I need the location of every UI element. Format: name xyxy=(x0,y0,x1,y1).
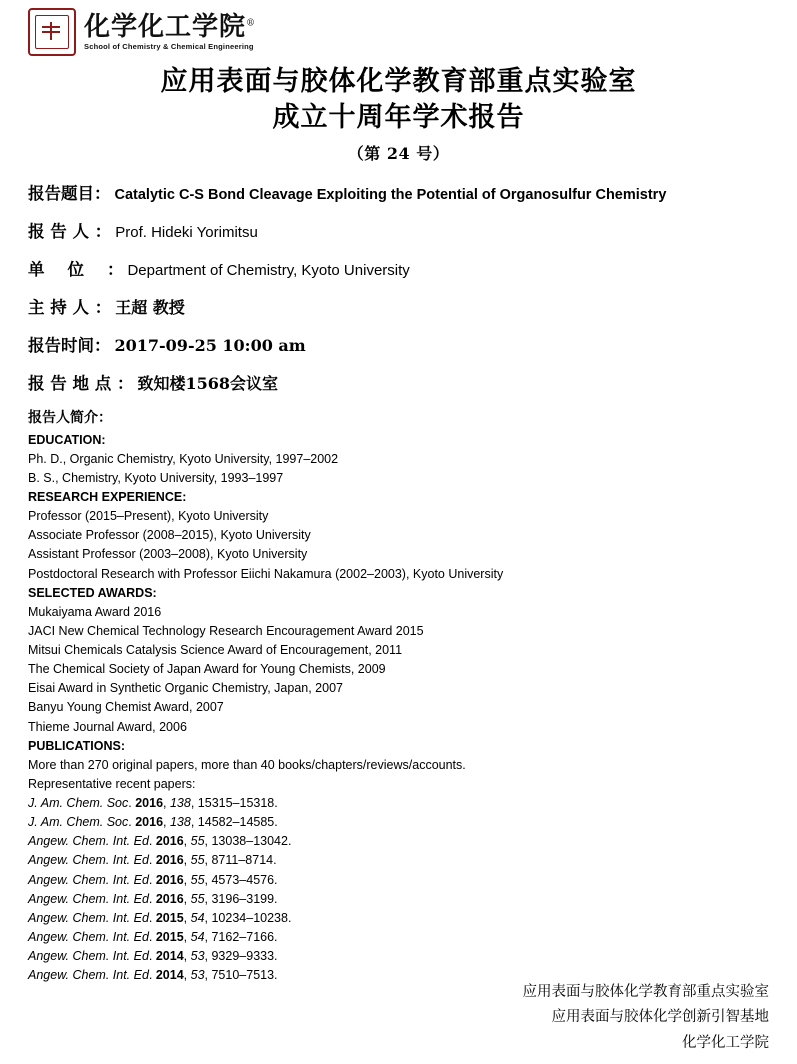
field-label-speaker: 报 告 人 ： xyxy=(28,222,112,242)
bio-section-line: Eisai Award in Synthetic Organic Chemistry, Japan, 2007 xyxy=(28,681,343,696)
field-label-venue: 报 告 地 点 ： xyxy=(28,374,134,394)
bio-section-line: More than 270 original papers, more than 40 books/chapters/reviews/accounts. xyxy=(28,757,466,772)
talk-details xyxy=(28,180,769,394)
bio-section-line: Mukaiyama Award 2016 xyxy=(28,604,162,619)
bio-section-line: Ph. D., Organic Chemistry, Kyoto University, 1997–2002 xyxy=(28,451,339,466)
title-line-1: 应用表面与胶体化学教育部重点实验室 xyxy=(160,66,637,97)
bio-section-line: Representative recent papers: xyxy=(28,776,196,791)
institution-logo-text xyxy=(84,11,257,51)
footer-line-1: 应用表面与胶体化学教育部重点实验室 xyxy=(522,983,769,1000)
field-row-time xyxy=(28,332,769,356)
bio-section-line: J. Am. Chem. Soc. 2016, 138, 15315–15318. xyxy=(28,796,278,811)
field-value-host: 王超 教授 xyxy=(115,298,185,318)
bio-section-line: Postdoctoral Research with Professor Eiichi Nakamura (2002–2003), Kyoto University xyxy=(28,566,504,581)
title-subtitle: （第 24 号） xyxy=(347,144,450,164)
field-value-time: 2017-09-25 10:00 am xyxy=(114,336,306,356)
bio-section-line: Angew. Chem. Int. Ed. 2016, 55, 13038–13042. xyxy=(28,834,292,849)
speaker-bio xyxy=(28,408,769,985)
bio-section-line: Banyu Young Chemist Award, 2007 xyxy=(28,700,224,715)
institution-name-en: School of Chemistry & Chemical Engineering xyxy=(84,41,254,51)
bio-section-line: Angew. Chem. Int. Ed. 2015, 54, 10234–10238. xyxy=(28,910,292,925)
field-label-affiliation: 单 位 ： xyxy=(28,260,124,280)
field-row-host xyxy=(28,294,769,318)
bio-title: 报告人简介： xyxy=(28,410,112,427)
institution-name-cn: 化学化工学院® xyxy=(84,11,257,42)
bio-section-line: Associate Professor (2008–2015), Kyoto University xyxy=(28,528,311,543)
bio-section-line: JACI New Chemical Technology Research Encouragement Award 2015 xyxy=(28,623,424,638)
bio-section-heading: EDUCATION: xyxy=(28,432,106,447)
bio-section-heading: SELECTED AWARDS: xyxy=(28,585,157,600)
field-label-time: 报告时间： xyxy=(28,336,111,356)
bio-section-line: Angew. Chem. Int. Ed. 2015, 54, 7162–7166. xyxy=(28,929,278,944)
bio-section-line: The Chemical Society of Japan Award for Young Chemists, 2009 xyxy=(28,662,386,677)
university-seal-icon xyxy=(28,8,76,56)
title-line-2: 成立十周年学术报告 xyxy=(272,101,525,133)
field-value-topic: Catalytic C-S Bond Cleavage Exploiting the Potential of Organosulfur Chemistry xyxy=(114,187,667,204)
field-label-topic: 报告题目： xyxy=(28,184,111,204)
bio-section-line: Angew. Chem. Int. Ed. 2014, 53, 9329–9333. xyxy=(28,949,278,964)
field-value-venue: 致知楼1568会议室 xyxy=(137,374,279,394)
bio-section-line: Angew. Chem. Int. Ed. 2016, 55, 8711–8714. xyxy=(28,853,277,868)
footer-line-3: 化学化工学院 xyxy=(682,1034,769,1051)
bio-section-line: J. Am. Chem. Soc. 2016, 138, 14582–14585. xyxy=(28,815,278,830)
field-row-topic xyxy=(28,180,769,204)
field-row-speaker xyxy=(28,218,769,242)
bio-section-line: Assistant Professor (2003–2008), Kyoto University xyxy=(28,547,308,562)
bio-section-heading: PUBLICATIONS: xyxy=(28,738,125,753)
field-row-affiliation xyxy=(28,256,769,280)
institution-header xyxy=(28,0,769,56)
registered-mark-icon: ® xyxy=(246,18,257,29)
bio-section-line: B. S., Chemistry, Kyoto University, 1993–1997 xyxy=(28,470,284,485)
bio-section-line: Angew. Chem. Int. Ed. 2016, 55, 3196–3199. xyxy=(28,891,278,906)
field-row-venue xyxy=(28,370,769,394)
field-value-affiliation: Department of Chemistry, Kyoto University xyxy=(127,262,410,280)
bio-sections xyxy=(28,431,769,986)
bio-section-line: Mitsui Chemicals Catalysis Science Award of Encouragement, 2011 xyxy=(28,643,403,658)
field-label-host: 主 持 人 ： xyxy=(28,298,112,318)
page-title xyxy=(28,64,769,164)
bio-section-heading: RESEARCH EXPERIENCE: xyxy=(28,490,187,505)
bio-section-line: Thieme Journal Award, 2006 xyxy=(28,719,187,734)
bio-section-line: Angew. Chem. Int. Ed. 2016, 55, 4573–4576. xyxy=(28,872,278,887)
field-value-speaker: Prof. Hideki Yorimitsu xyxy=(115,224,258,242)
footer-organizers xyxy=(523,980,770,1056)
bio-section-line: Angew. Chem. Int. Ed. 2014, 53, 7510–7513. xyxy=(28,968,278,983)
footer-line-2: 应用表面与胶体化学创新引智基地 xyxy=(551,1009,769,1026)
bio-section-line: Professor (2015–Present), Kyoto University xyxy=(28,509,269,524)
